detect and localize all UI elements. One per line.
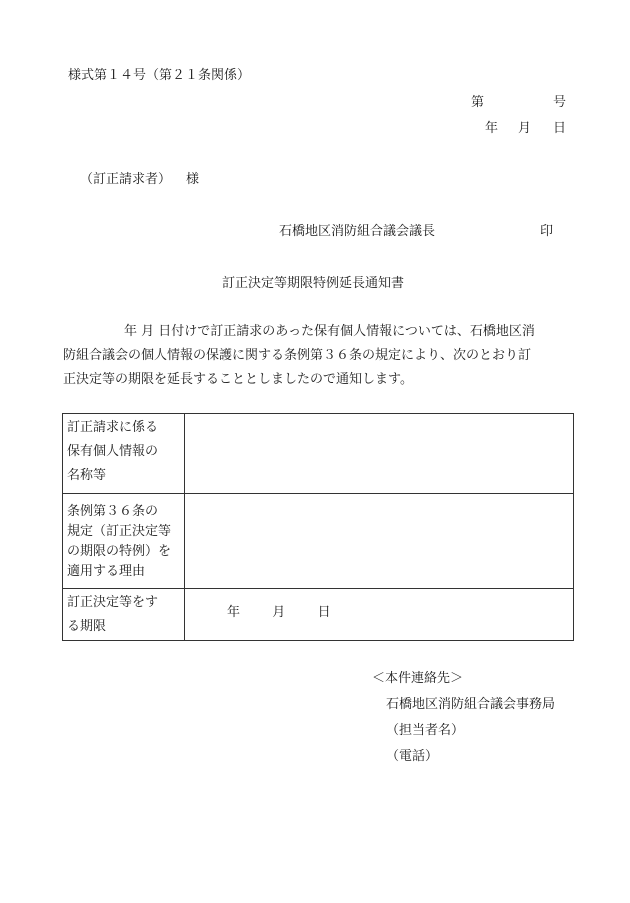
table-value-cell xyxy=(185,494,574,589)
table-label-cell xyxy=(63,414,185,494)
contact-phone: （電話） xyxy=(386,749,439,764)
label-line: 条例第３６条の xyxy=(67,504,159,519)
deadline-year: 年 xyxy=(227,605,241,620)
doc-number-prefix: 第 xyxy=(471,95,485,110)
doc-number-suffix: 号 xyxy=(553,95,567,110)
deadline-month: 月 xyxy=(272,605,286,620)
deadline-day: 日 xyxy=(317,605,331,620)
label-line: 訂正決定等をす xyxy=(67,595,159,610)
label-line: 名称等 xyxy=(67,468,107,483)
body-line-1: 年 月 日付けで訂正請求のあった保有個人情報については、石橋地区消 xyxy=(124,324,535,339)
contact-heading: ＜本件連絡先＞ xyxy=(372,671,464,686)
label-line: の期限の特例）を xyxy=(67,544,172,559)
label-line: 適用する理由 xyxy=(67,564,146,579)
table-label-cell xyxy=(63,589,185,641)
document-title: 訂正決定等期限特例延長通知書 xyxy=(222,276,405,291)
date-month: 月 xyxy=(518,121,532,136)
info-table xyxy=(62,413,574,641)
body-line-3: 正決定等の期限を延長することとしましたので通知します。 xyxy=(63,372,413,387)
contact-block xyxy=(372,666,555,770)
date-year: 年 xyxy=(485,121,499,136)
contact-person: （担当者名） xyxy=(386,723,465,738)
issuer-name: 石橋地区消防組合議会議長 xyxy=(279,224,436,239)
table-row xyxy=(63,494,574,589)
form-number: 様式第１４号（第２１条関係） xyxy=(68,68,251,83)
body-line-2: 防組合議会の個人情報の保護に関する条例第３６条の規定により、次のとおり訂 xyxy=(63,348,532,363)
label-line: 保有個人情報の xyxy=(67,444,159,459)
label-line: 規定（訂正決定等 xyxy=(67,524,172,539)
addressee-honorific: 様 xyxy=(186,172,200,187)
table-value-cell xyxy=(185,414,574,494)
deadline-date-cell xyxy=(185,589,574,641)
date-day: 日 xyxy=(553,121,567,136)
seal-mark: 印 xyxy=(540,224,554,239)
addressee-label: （訂正請求者） xyxy=(80,172,172,187)
table-row xyxy=(63,414,574,494)
table-label-cell xyxy=(63,494,185,589)
label-line: る期限 xyxy=(67,619,107,634)
label-line: 訂正請求に係る xyxy=(67,420,159,435)
table-row xyxy=(63,589,574,641)
contact-office: 石橋地区消防組合議会事務局 xyxy=(386,697,556,712)
